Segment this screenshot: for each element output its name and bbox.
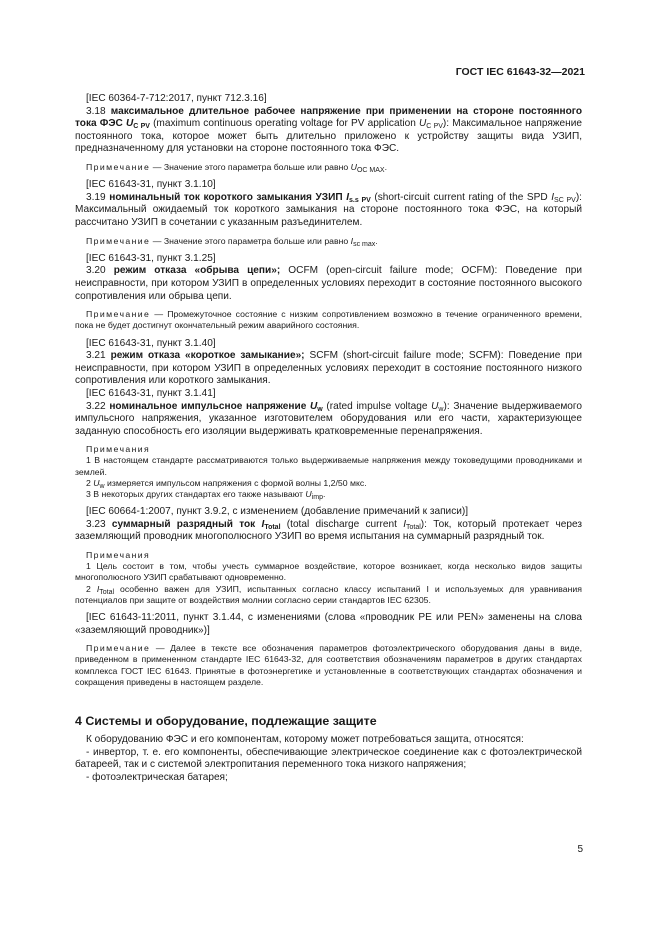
note: Примечание — Значение этого параметра больше или равно $U_{OC MAX}$. — [86, 161, 387, 174]
list-item: - фотоэлектрическая батарея; — [86, 771, 228, 783]
term-3-19: 3.19 номинальный ток короткого замыкания УЗИП $I_{s.s PV}$ (short-circuit current rating of the SPD $I_{SC PV}$): Максимальный ожидаемый ток короткого замыкания на стороне постоянного тока ФЭС, на который рассчитано УЗИП в сочетании с указанным разъединителем. — [75, 191, 582, 228]
term-3-21: 3.21 режим отказа «короткое замыкание»; SCFM (short-circuit failure mode; SCFM): Поведение при неисправности, при котором УЗИП в определенных условиях переходит в состояние постоянного низкого сопротивления или короткого замыкания. — [75, 350, 583, 387]
page-content — [75, 93, 582, 784]
term-3-20: 3.20 режим отказа «обрыва цепи»; OCFM (open-circuit failure mode; OCFM): Поведение при неисправности, при котором УЗИП в определенных условиях переходит в состояние постоянного высокого сопротивления или обрыва цепи. — [75, 265, 583, 302]
reference: [IEC 61643-31, пункт 3.1.40] — [86, 337, 216, 349]
term-3-22: 3.22 номинальное импульсное напряжение $U_w$ (rated impulse voltage $U_w$): Значение выдерживаемого импульсного напряжения, указанное изготовителем оборудования или его части, характеризующее заданную способность его изоляции выдерживать кратковременные перенапряжения. — [75, 400, 582, 437]
reference: [IEC 61643-11:2011, пункт 3.1.44, с изменениями (слова «проводник PE или PEN» заменены на слова «заземляющий проводник»)] — [75, 612, 582, 636]
page-header: ГОСТ IEC 61643-32—2021 — [455, 66, 585, 78]
section-heading: 4 Системы и оборудование, подлежащие защите — [75, 714, 377, 729]
reference: [IEC 61643-31, пункт 3.1.25] — [86, 252, 216, 264]
note-item: 3 В некоторых других стандартах его также называют $U_{imp}$. — [86, 489, 326, 502]
note-item: 2 $U_w$ измеряется импульсом напряжения с формой волны 1,2/50 мкс. — [86, 477, 367, 490]
note-item: 1 Цель состоит в том, чтобы учесть суммарное воздействие, которое возникает, когда несколько видов защиты многополюсного УЗИП срабатывают одновременно. — [75, 561, 582, 583]
reference: [IEC 61643-31, пункт 3.1.41] — [86, 387, 216, 399]
reference: [IEC 60664-1:2007, пункт 3.9.2, с изменением (добавление примечаний к записи)] — [86, 506, 469, 518]
note-item: 2 $I_{Total}$ особенно важен для УЗИП, испытанных согласно классу испытаний I и используемых для уравнивания потенциалов при защите от воздействия молнии согласно серии стандартов IEC 62305. — [75, 583, 582, 605]
reference: [IEC 60364-7-712:2017, пункт 712.3.16] — [86, 93, 267, 104]
note-item: 1 В настоящем стандарте рассматриваются только выдерживаемые напряжения между токоведущими проводниками и землей. — [75, 455, 582, 477]
page-number: 5 — [577, 844, 583, 855]
note: Примечание — Далее в тексте все обозначения параметров фотоэлектрического оборудования даны в виде, приведенном в примененном стандарте IEC 61643-32, для соответствия обозначениям параметров в других стандартах комплекса ГОСТ IEC 61643. Принятые в фотоэнергетике и установленные в соответствующих стандартах обозначения и сокращения приведены в настоящем разделе. — [75, 643, 582, 687]
note: Примечание — Значение этого параметра больше или равно $I_{sc max}$. — [86, 235, 378, 248]
term-3-18: 3.18 максимальное длительное рабочее напряжение при применении на стороне постоянного тока ФЭС $U_{C PV}$ (maximum continuous operating voltage for PV application $U_{C PV}$): Максимальное напряжение постоянного тока, которое может быть длительно приложено к устройству защиты вида УЗИП, предназначенному для установки на стороне постоянного тока ФЭС. — [75, 105, 582, 155]
section-paragraph: К оборудованию ФЭС и его компонентам, которому может потребоваться защита, относятся: — [86, 734, 524, 746]
notes-heading: Примечания — [86, 550, 151, 561]
reference: [IEC 61643-31, пункт 3.1.10] — [86, 179, 216, 191]
notes-heading: Примечания — [86, 444, 151, 455]
list-item: - инвертор, т. е. его компоненты, обеспечивающие электрическое соединение как с фотоэлектрической батареей, так и с системой электропитания переменного тока низкого напряжения; — [75, 746, 582, 771]
note: Примечание — Промежуточное состояние с низким сопротивлением возможно в течение ограниченного времени, пока не будет достигнут окончательный режим аварийного состояния. — [75, 309, 582, 331]
term-3-23: 3.23 суммарный разрядный ток $I_{Total}$ (total discharge current $I_{Total}$): Ток, который протекает через заземляющий проводник многополюсного УЗИП во время испытания на суммарный разрядный ток. — [75, 518, 583, 543]
